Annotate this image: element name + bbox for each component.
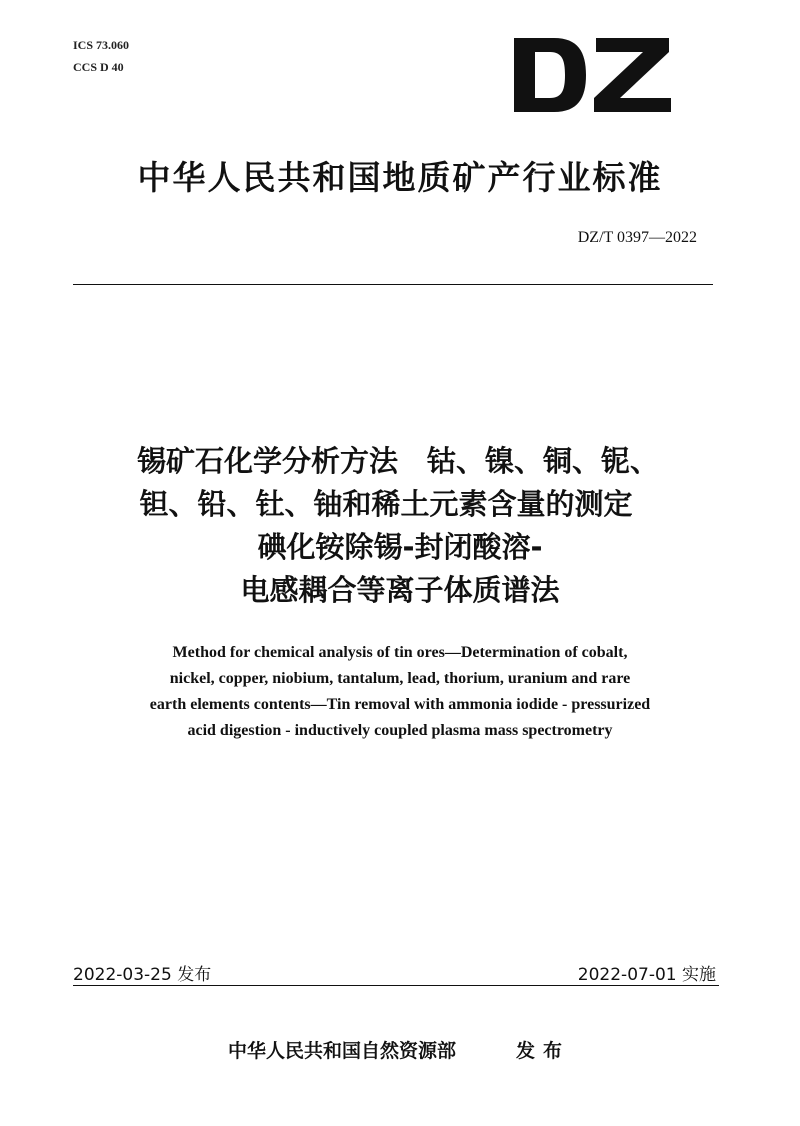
english-title	[0, 640, 800, 744]
standard-category-title: 中华人民共和国地质矿产行业标准	[137, 158, 663, 197]
implementation-date: 2022-07-01 实施	[577, 965, 716, 985]
chinese-title-line: 钽、铅、钍、铀和稀土元素含量的测定	[139, 487, 633, 521]
english-title-line: Method for chemical analysis of tin ores—Determination of cobalt,	[172, 644, 628, 661]
ics-code: ICS 73.060	[73, 38, 130, 52]
issue-date: 2022-03-25 发布	[73, 965, 212, 985]
header-divider	[73, 284, 713, 285]
footer-divider	[73, 985, 719, 986]
standard-number: DZ/T 0397—2022	[577, 229, 697, 246]
english-title-line: nickel, copper, niobium, tantalum, lead, thorium, uranium and rare	[169, 670, 631, 687]
english-title-line: earth elements contents—Tin removal with ammonia iodide - pressurized	[149, 696, 651, 713]
dz-logo	[514, 38, 671, 112]
english-title-line: acid digestion - inductively coupled plasma mass spectrometry	[187, 722, 613, 739]
chinese-title-line: 锡矿石化学分析方法 钴、镍、铜、铌、	[136, 444, 659, 478]
publish-label: 发布	[516, 1040, 571, 1062]
chinese-title-line: 碘化铵除锡-封闭酸溶-	[257, 530, 543, 564]
classification-codes	[73, 34, 129, 78]
chinese-title	[0, 440, 800, 612]
ccs-code: CCS D 40	[73, 60, 124, 74]
chinese-title-line: 电感耦合等离子体质谱法	[240, 573, 560, 607]
publisher-name: 中华人民共和国自然资源部	[228, 1040, 457, 1062]
